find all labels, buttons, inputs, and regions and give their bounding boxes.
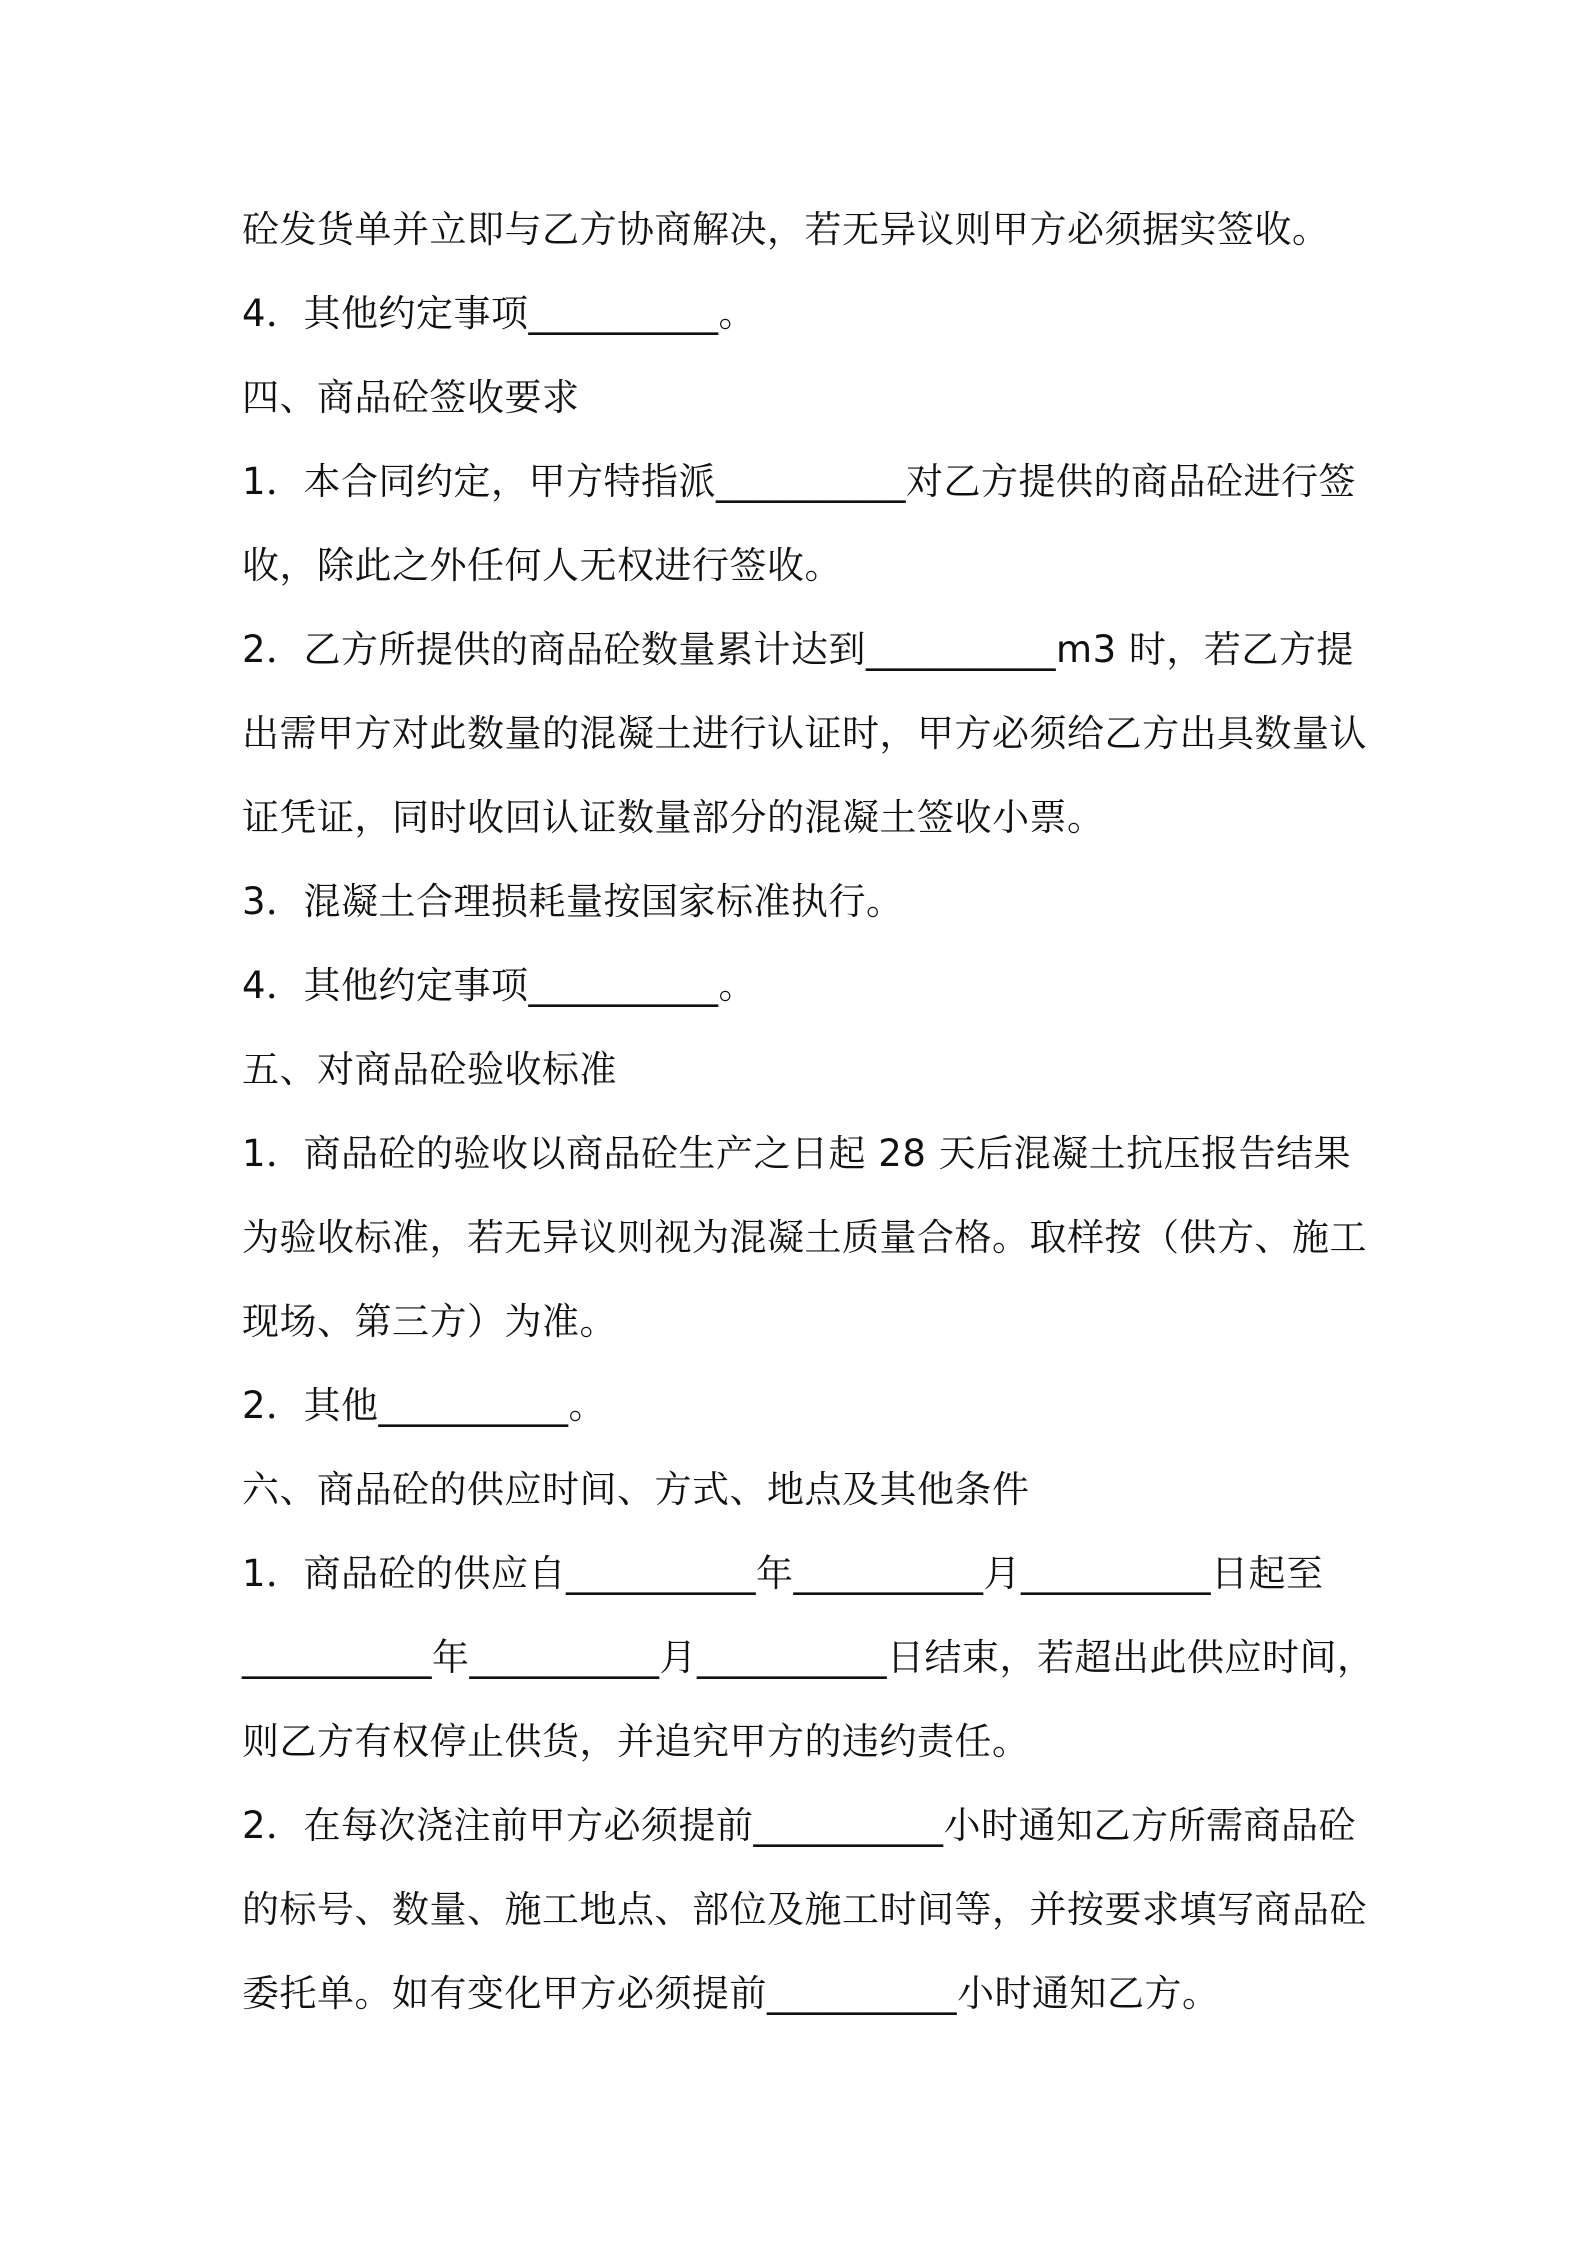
text-line: 2．乙方所提供的商品砼数量累计达到__________m3 时，若乙方提 bbox=[242, 628, 1354, 671]
section-heading: 六、商品砼的供应时间、方式、地点及其他条件 bbox=[242, 1468, 1030, 1511]
section-heading: 五、对商品砼验收标准 bbox=[242, 1048, 617, 1091]
text-line: 1．商品砼的供应自__________年__________月__________日起至 bbox=[242, 1552, 1324, 1595]
text-line: __________年__________月__________日结束，若超出此供应时间， bbox=[242, 1636, 1375, 1679]
text-line: 为验收标准，若无异议则视为混凝土质量合格。取样按（供方、施工 bbox=[242, 1216, 1367, 1259]
text-line: 4．其他约定事项__________。 bbox=[242, 964, 757, 1007]
text-line: 1．商品砼的验收以商品砼生产之日起 28 天后混凝土抗压报告结果 bbox=[242, 1132, 1352, 1175]
text-line: 2．在每次浇注前甲方必须提前__________小时通知乙方所需商品砼 bbox=[242, 1804, 1357, 1847]
text-line: 的标号、数量、施工地点、部位及施工时间等，并按要求填写商品砼 bbox=[242, 1888, 1367, 1931]
text-line: 1．本合同约定，甲方特指派__________对乙方提供的商品砼进行签 bbox=[242, 460, 1357, 503]
text-line: 收，除此之外任何人无权进行签收。 bbox=[242, 544, 842, 587]
text-line: 砼发货单并立即与乙方协商解决，若无异议则甲方必须据实签收。 bbox=[242, 208, 1330, 251]
text-line: 3．混凝土合理损耗量按国家标准执行。 bbox=[242, 880, 904, 923]
text-line: 出需甲方对此数量的混凝土进行认证时，甲方必须给乙方出具数量认 bbox=[242, 712, 1367, 755]
text-line: 现场、第三方）为准。 bbox=[242, 1300, 617, 1343]
text-line: 委托单。如有变化甲方必须提前__________小时通知乙方。 bbox=[242, 1972, 1220, 2015]
text-line: 证凭证，同时收回认证数量部分的混凝土签收小票。 bbox=[242, 796, 1105, 839]
text-line: 2．其他__________。 bbox=[242, 1384, 607, 1427]
text-line: 则乙方有权停止供货，并追究甲方的违约责任。 bbox=[242, 1720, 1030, 1763]
section-heading: 四、商品砼签收要求 bbox=[242, 376, 580, 419]
text-line: 4．其他约定事项__________。 bbox=[242, 292, 757, 335]
